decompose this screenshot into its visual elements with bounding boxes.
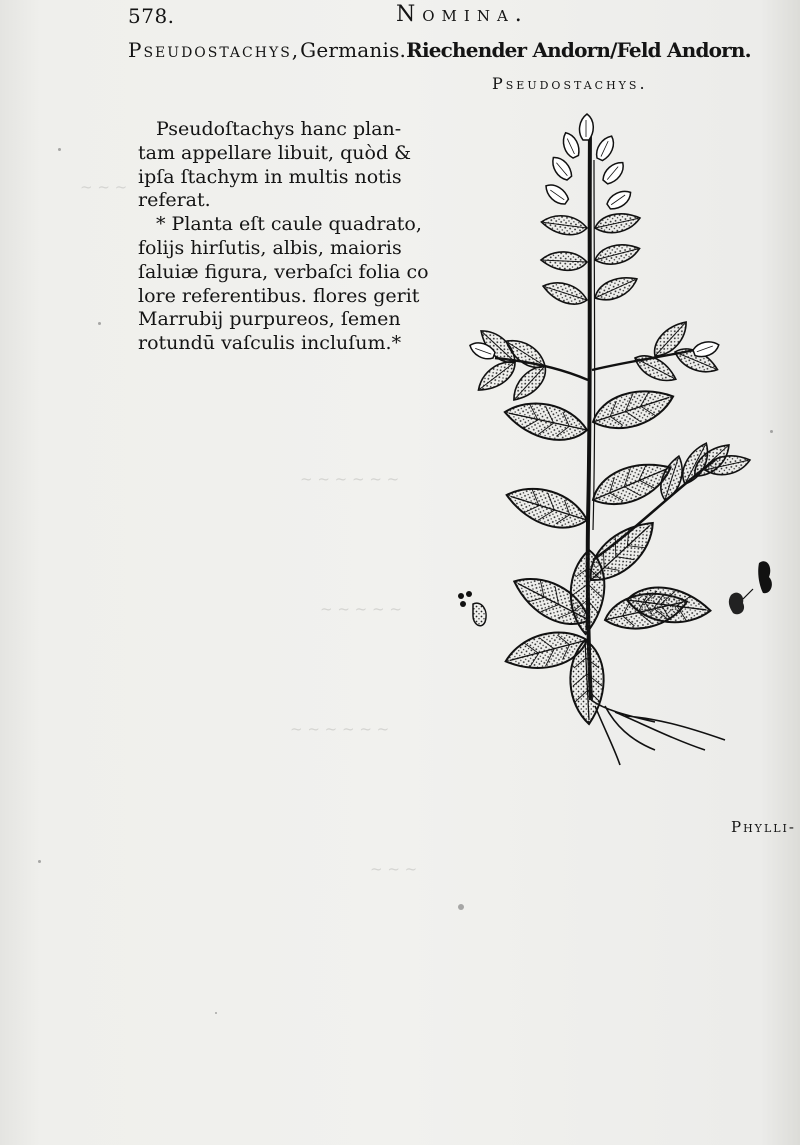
figure-caption: Pseudostachys. (492, 74, 648, 93)
paragraph-intro (138, 118, 410, 213)
bleed-through: ~ ~ ~ (370, 860, 418, 878)
text-line: * Planta eſt caule quadrato, (156, 213, 422, 236)
running-head: Nomina. (396, 2, 529, 27)
page-number: 578. (128, 4, 175, 28)
text-line: referat. (138, 189, 211, 212)
text-line: Marrubij purpureos, ſemen (138, 308, 401, 331)
ink-speck (215, 1012, 217, 1014)
description-text (138, 118, 429, 356)
paragraph-description (138, 213, 429, 356)
bleed-through: ~ ~ ~ ~ ~ (320, 600, 402, 618)
language-note: Germanis. (300, 38, 407, 62)
ink-speck (58, 148, 61, 151)
catchword: Phylli- (731, 818, 796, 836)
ink-speck (458, 904, 464, 910)
latin-name: Pseudostachys, (128, 38, 301, 62)
german-names: Riechender Andorn/Feld Andorn. (406, 38, 751, 62)
bleed-through: ~ ~ ~ ~ ~ ~ (290, 720, 390, 738)
text-line: lore referentibus. flores gerit (138, 284, 420, 307)
text-line: ſaluiæ figura, verbaſci folia co (138, 260, 429, 283)
text-line: rotundū vaſculis incluſum.* (138, 332, 402, 355)
text-line: Pseudoſtachys hanc plan- (156, 118, 402, 140)
plant-name-heading (128, 38, 751, 62)
ink-speck (38, 860, 41, 863)
seed-detail-icon (458, 591, 486, 626)
bleed-through: ~ ~ ~ (80, 178, 128, 196)
text-line: folijs hirſutis, albis, maioris (138, 236, 402, 259)
plant-woodcut-illustration (455, 100, 800, 770)
text-line: ipſa ſtachym in multis notis (138, 165, 402, 188)
bleed-through: ~ ~ ~ ~ ~ ~ (300, 470, 400, 488)
flower-detail-icon (729, 561, 772, 614)
text-line: tam appellare libuit, quòd & (138, 141, 412, 164)
ink-speck (98, 322, 101, 325)
